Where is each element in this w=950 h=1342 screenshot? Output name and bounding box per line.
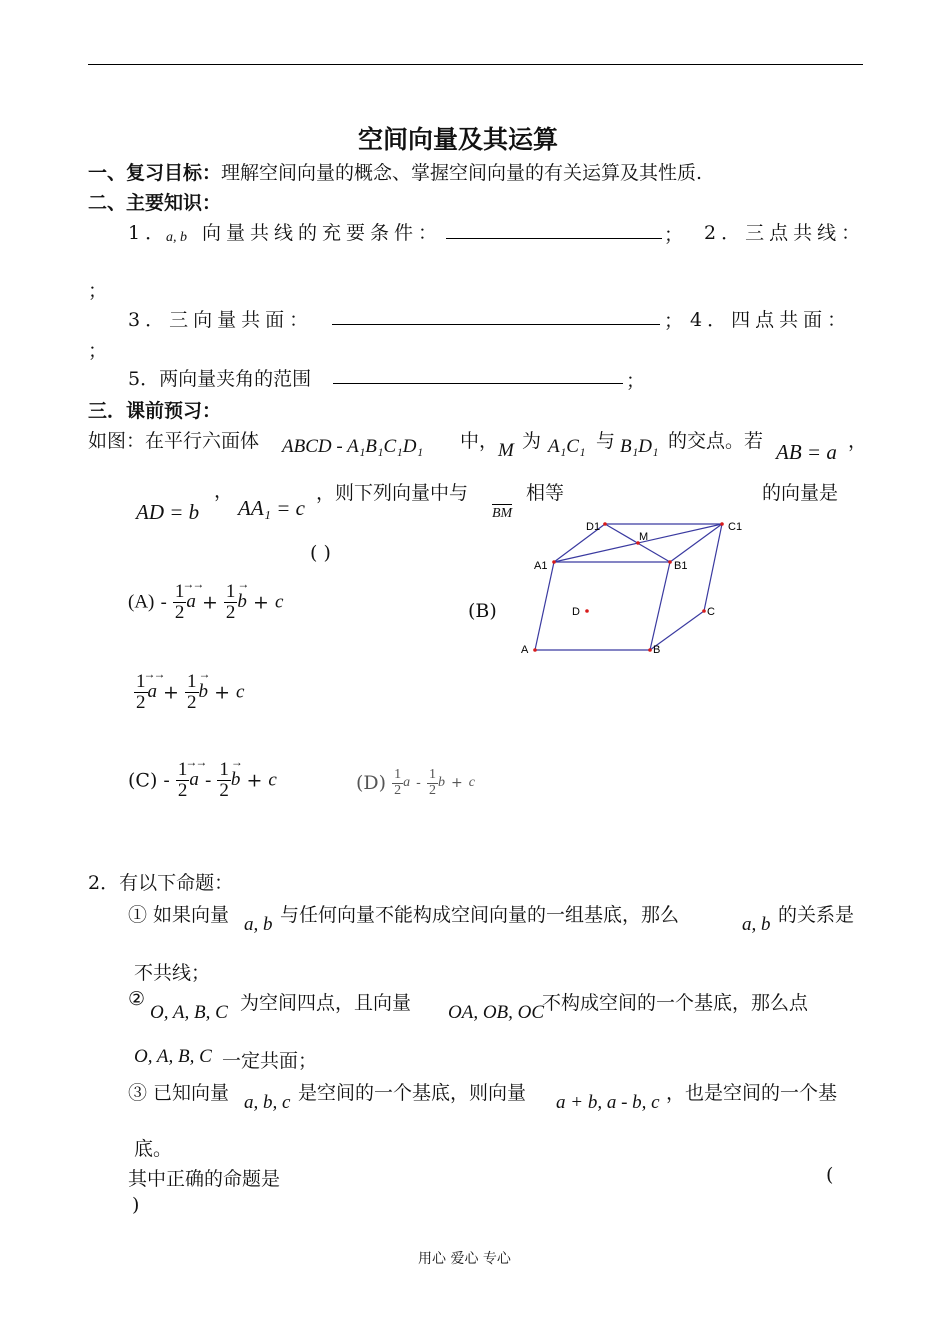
label-m: M bbox=[639, 531, 649, 543]
label-c1: C1 bbox=[728, 521, 743, 533]
fraction: $\frac{1}{2}$ bbox=[187, 671, 197, 713]
point-b1 bbox=[668, 560, 672, 564]
label-a1: A1 bbox=[534, 560, 548, 572]
q2-intro: 2．有以下命题： bbox=[88, 872, 234, 894]
q1-comma-1: ， bbox=[848, 430, 868, 452]
point-d bbox=[585, 609, 589, 613]
q1-intro: 如图：在平行六面体 bbox=[88, 430, 260, 452]
q1-text-yu: 与 bbox=[596, 430, 616, 452]
q2-s1-mid: 与任何向量不能构成空间向量的一组基底，那么 bbox=[280, 904, 680, 926]
item-2-text: 2．三点共线： bbox=[704, 222, 866, 244]
label-c: C bbox=[707, 606, 715, 618]
minus-sign: - bbox=[160, 591, 167, 614]
plus-sign: + bbox=[163, 681, 179, 704]
q2-s3-end: ，也是空间的一个基 bbox=[666, 1082, 838, 1104]
fraction: $\frac{1}{2}$ bbox=[136, 671, 146, 713]
vector-a: →→ a bbox=[186, 591, 196, 613]
q1-vector-aa1: AA₁ = c bbox=[238, 496, 305, 520]
page-title: 空间向量及其运算 bbox=[358, 125, 559, 154]
q1-solid: ABCD - A₁B₁C₁D₁ bbox=[282, 436, 424, 457]
q1-vector-ad: AD = b bbox=[136, 500, 200, 524]
section-main-knowledge: 二、主要知识： bbox=[88, 192, 222, 214]
option-a-label: (A) bbox=[128, 591, 155, 613]
plus-sign: + bbox=[246, 769, 263, 792]
q1-text-ruo: 的交点。若 bbox=[668, 430, 764, 452]
option-b-label[interactable]: (B) bbox=[468, 600, 497, 622]
option-d[interactable] bbox=[356, 768, 475, 798]
q2-paren-left: ( bbox=[826, 1164, 834, 1186]
fraction: $\frac{1}{2}$ bbox=[219, 759, 229, 801]
vector-b: → b bbox=[199, 681, 209, 703]
item-1-number: 1． bbox=[128, 222, 170, 244]
minus-sign: - bbox=[416, 775, 421, 792]
item-3-text: 3．三向量共面： bbox=[128, 309, 314, 331]
item-1-text: 向量共线的充要条件： bbox=[202, 222, 443, 244]
option-d-label: (D) bbox=[356, 772, 387, 795]
fraction: $\frac{1}{2}$ bbox=[174, 581, 185, 623]
q1-b1d1: B₁D₁ bbox=[620, 436, 659, 457]
q2-s1-tail: 不共线； bbox=[134, 962, 211, 984]
q1-text-vector-is: 的向量是 bbox=[762, 482, 839, 504]
vector-a: a bbox=[403, 775, 411, 791]
point-c1 bbox=[720, 522, 724, 526]
plus-sign: + bbox=[450, 775, 463, 792]
q2-s2-points-2: O, A, B, C bbox=[134, 1046, 212, 1067]
edge-a1a bbox=[535, 562, 554, 650]
q2-s3-tail: 底。 bbox=[134, 1138, 173, 1160]
option-a[interactable] bbox=[128, 582, 283, 623]
point-a bbox=[533, 648, 537, 652]
vector-c: c bbox=[268, 769, 277, 791]
fraction: $\frac{1}{2}$ bbox=[177, 759, 188, 801]
section-review-goal bbox=[88, 158, 702, 185]
q1-text-equal: 相等 bbox=[526, 482, 565, 504]
q2-s1-end: 的关系是 bbox=[778, 904, 855, 926]
item-5-blank[interactable] bbox=[333, 383, 623, 384]
item-4-text: 4．四点共面： bbox=[690, 309, 852, 331]
q2-s3-mid: 是空间的一个基底，则向量 bbox=[298, 1082, 527, 1104]
q1-vector-bm: BM bbox=[492, 506, 513, 521]
section-text: 理解空间向量的概念、掌握空间向量的有关运算及其性质. bbox=[221, 162, 703, 184]
item-2-end: ； bbox=[88, 280, 108, 302]
vector-a: →→ a bbox=[148, 681, 158, 703]
option-c[interactable] bbox=[128, 760, 277, 801]
section-preview: 三．课前预习： bbox=[88, 400, 222, 422]
point-b bbox=[648, 648, 652, 652]
item-3-end: ； bbox=[664, 310, 684, 332]
q2-s2-vectors: OA, OB, OC bbox=[448, 1002, 545, 1023]
edge-b1b bbox=[650, 562, 670, 650]
option-b-expression[interactable] bbox=[134, 672, 244, 713]
parallelepiped-figure bbox=[510, 515, 760, 660]
point-a1 bbox=[552, 560, 556, 564]
item-1-blank[interactable] bbox=[446, 238, 662, 239]
item-5-text: 5．两向量夹角的范围 bbox=[128, 368, 312, 390]
item-1-end: ； bbox=[664, 224, 684, 246]
q2-s1-vars-2: a, b bbox=[742, 914, 771, 935]
vector-c: c bbox=[236, 681, 245, 703]
q1-point-m: M bbox=[498, 440, 514, 461]
vector-a: →→ a bbox=[189, 769, 199, 791]
q2-s3-vars: a, b, c bbox=[244, 1092, 291, 1113]
section-label: 一、复习目标： bbox=[88, 162, 222, 184]
q1-text-zhong: 中， bbox=[460, 430, 499, 452]
q2-s2-mid: 为空间四点，且向量 bbox=[240, 992, 412, 1014]
q1-answer-paren: ( ) bbox=[310, 542, 331, 564]
option-c-label: (C) bbox=[128, 769, 158, 792]
fraction: $\frac{1}{2}$ bbox=[225, 581, 236, 623]
item-3-blank[interactable] bbox=[332, 324, 660, 325]
q1-vector-ab: AB = a bbox=[776, 440, 837, 464]
vector-c: c bbox=[468, 775, 475, 791]
vector-b: b bbox=[437, 775, 445, 791]
q2-s2-points: O, A, B, C bbox=[150, 1002, 228, 1023]
label-a: A bbox=[521, 644, 529, 656]
q2-s2-end: 不构成空间的一个基底，那么点 bbox=[542, 992, 809, 1014]
plus-sign: + bbox=[201, 591, 218, 614]
q2-s1-start: ① 如果向量 bbox=[128, 904, 230, 926]
q2-s3-start: ③ 已知向量 bbox=[128, 1082, 230, 1104]
q2-s1-vars: a, b bbox=[244, 914, 273, 935]
label-d: D bbox=[572, 606, 580, 618]
vector-b: → b bbox=[237, 591, 247, 613]
vector-b: → b bbox=[231, 769, 241, 791]
item-5-end: ； bbox=[626, 370, 646, 392]
edge-c1c bbox=[704, 524, 722, 611]
plus-sign: + bbox=[214, 681, 230, 704]
fraction: $\frac{1}{2}$ bbox=[394, 767, 402, 798]
label-d1: D1 bbox=[586, 521, 601, 533]
q2-s2-tail: 一定共面； bbox=[222, 1050, 318, 1072]
plus-sign: + bbox=[252, 591, 269, 614]
q2-s2-start: ② bbox=[128, 988, 146, 1010]
item-1-vars: a, b bbox=[166, 230, 187, 245]
q2-paren-right: ) bbox=[132, 1194, 140, 1216]
vector-c: c bbox=[274, 591, 284, 613]
q1-text-ask: ，则下列向量中与 bbox=[316, 482, 469, 504]
q1-a1c1: A₁C₁ bbox=[548, 436, 586, 457]
q1-text-wei: 为 bbox=[522, 430, 542, 452]
point-d1 bbox=[603, 522, 607, 526]
q2-s3-vectors: a + b, a - b, c bbox=[556, 1092, 660, 1113]
page-footer: 用心 爱心 专心 bbox=[418, 1251, 511, 1267]
label-b: B bbox=[653, 644, 661, 656]
point-c bbox=[702, 609, 706, 613]
minus-sign: - bbox=[163, 769, 170, 792]
fraction: $\frac{1}{2}$ bbox=[428, 767, 436, 798]
header-rule bbox=[88, 64, 863, 65]
q1-comma-2: ， bbox=[214, 480, 234, 502]
minus-sign: - bbox=[204, 769, 212, 792]
q2-question: 其中正确的命题是 bbox=[128, 1168, 281, 1190]
label-b1: B1 bbox=[674, 560, 688, 572]
item-4-end: ； bbox=[88, 340, 108, 362]
